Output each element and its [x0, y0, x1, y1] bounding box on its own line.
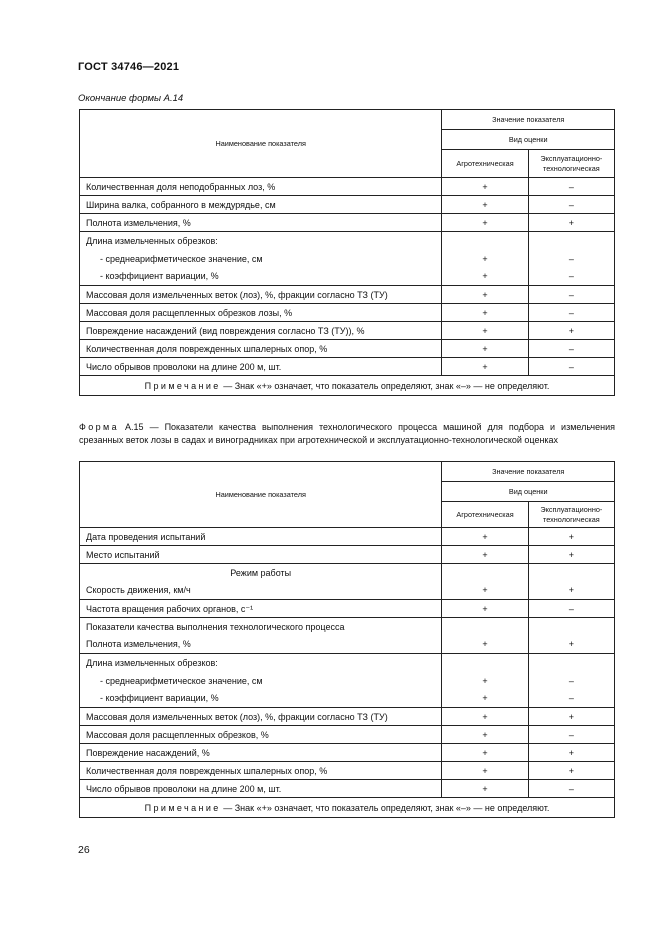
table-row — [80, 600, 615, 618]
row-agro: + — [442, 762, 528, 780]
row-name: Число обрывов проволоки на длине 200 м, шт. — [80, 780, 442, 798]
doc-header: ГОСТ 34746—2021 — [78, 61, 180, 73]
header-eval-type: Вид оценки — [442, 482, 615, 502]
row-agro: + — [442, 214, 528, 232]
row-agro: + — [442, 582, 528, 600]
row-exploit: – — [528, 304, 614, 322]
table-row — [80, 744, 615, 762]
page-number: 26 — [78, 844, 90, 856]
row-name: Массовая доля расщепленных обрезков лозы, % — [80, 304, 442, 322]
row-exploit: – — [528, 178, 614, 196]
row-exploit — [528, 654, 614, 672]
row-agro: + — [442, 250, 528, 268]
row-name: - среднеарифметическое значение, см — [80, 250, 442, 268]
row-exploit: – — [528, 690, 614, 708]
row-exploit: + — [528, 546, 614, 564]
row-agro: + — [442, 636, 528, 654]
table-row — [80, 690, 615, 708]
row-agro: + — [442, 726, 528, 744]
row-agro: + — [442, 322, 528, 340]
row-agro: + — [442, 286, 528, 304]
row-name: - коэффициент вариации, % — [80, 268, 442, 286]
table-row — [80, 232, 615, 250]
row-exploit: + — [528, 708, 614, 726]
row-name: Ширина валка, собранного в междурядье, см — [80, 196, 442, 214]
row-agro: + — [442, 304, 528, 322]
table-row — [80, 654, 615, 672]
table-row — [80, 358, 615, 376]
table2-note-row — [80, 798, 615, 818]
table-row — [80, 636, 615, 654]
header-exploit: Эксплуатационно- технологическая — [528, 150, 614, 178]
table-row — [80, 780, 615, 798]
row-exploit: – — [528, 250, 614, 268]
row-exploit — [528, 564, 614, 582]
table-row — [80, 672, 615, 690]
row-name: Количественная доля неподобранных лоз, % — [80, 178, 442, 196]
row-name: Массовая доля измельченных веток (лоз), %, фракции согласно ТЗ (ТУ) — [80, 708, 442, 726]
row-name: Частота вращения рабочих органов, с⁻¹ — [80, 600, 442, 618]
row-name: Длина измельченных обрезков: — [80, 654, 442, 672]
header-eval-type: Вид оценки — [442, 130, 615, 150]
row-exploit: – — [528, 340, 614, 358]
header-agro: Агротехническая — [442, 502, 528, 528]
row-name: Длина измельченных обрезков: — [80, 232, 442, 250]
header-agro: Агротехническая — [442, 150, 528, 178]
row-exploit: – — [528, 780, 614, 798]
row-name: Массовая доля измельченных веток (лоз), %, фракции согласно ТЗ (ТУ) — [80, 286, 442, 304]
row-agro: + — [442, 600, 528, 618]
row-exploit: – — [528, 196, 614, 214]
table1-note — [80, 376, 615, 396]
header-value: Значение показателя — [442, 462, 615, 482]
row-name: Полнота измельчения, % — [80, 214, 442, 232]
table-form-a15 — [79, 461, 615, 818]
row-name: Дата проведения испытаний — [80, 528, 442, 546]
row-exploit — [528, 618, 614, 636]
table-row — [80, 708, 615, 726]
form-text: А.15 — Показатели качества выполнения технологического процесса машиной для подбора и измельчения срезанных веток лозы в садах и виноградниках при агротехнической и эксплуатационно-технологической оценках — [79, 422, 615, 445]
row-name: Полнота измельчения, % — [80, 636, 442, 654]
row-agro: + — [442, 780, 528, 798]
form-label: Форма — [79, 422, 120, 432]
row-name: Повреждение насаждений (вид повреждения согласно ТЗ (ТУ)), % — [80, 322, 442, 340]
table-form-a14 — [79, 109, 615, 396]
row-agro — [442, 654, 528, 672]
table1-body — [80, 178, 615, 396]
row-name: Место испытаний — [80, 546, 442, 564]
table-row — [80, 564, 615, 582]
table-row — [80, 250, 615, 268]
table2-note — [80, 798, 615, 818]
header-name: Наименование показателя — [80, 110, 442, 178]
row-agro — [442, 232, 528, 250]
row-exploit: + — [528, 528, 614, 546]
row-agro: + — [442, 178, 528, 196]
table1-caption: Окончание формы А.14 — [78, 93, 184, 104]
row-exploit: – — [528, 672, 614, 690]
row-agro: + — [442, 340, 528, 358]
table-row — [80, 286, 615, 304]
header-exploit: Эксплуатационно- технологическая — [528, 502, 614, 528]
row-exploit: – — [528, 286, 614, 304]
row-agro: + — [442, 358, 528, 376]
row-name: - среднеарифметическое значение, см — [80, 672, 442, 690]
row-exploit: + — [528, 636, 614, 654]
process-title: Показатели качества выполнения технологического процесса — [80, 618, 442, 636]
table-row — [80, 546, 615, 564]
row-name: Количественная доля поврежденных шпалерных опор, % — [80, 762, 442, 780]
table-row — [80, 582, 615, 600]
row-agro: + — [442, 708, 528, 726]
row-agro: + — [442, 672, 528, 690]
row-agro: + — [442, 196, 528, 214]
row-exploit: – — [528, 268, 614, 286]
row-exploit: + — [528, 744, 614, 762]
form-a15-caption — [79, 421, 615, 446]
table-row — [80, 268, 615, 286]
header-name: Наименование показателя — [80, 462, 442, 528]
row-agro: + — [442, 546, 528, 564]
row-agro — [442, 618, 528, 636]
table-row — [80, 340, 615, 358]
table-row — [80, 322, 615, 340]
table-row — [80, 762, 615, 780]
row-name: Повреждение насаждений, % — [80, 744, 442, 762]
header-value: Значение показателя — [442, 110, 615, 130]
mode-title: Режим работы — [80, 564, 442, 582]
row-exploit — [528, 232, 614, 250]
row-agro: + — [442, 744, 528, 762]
note-text: — Знак «+» означает, что показатель определяют, знак «–» — не определяют. — [220, 380, 550, 391]
row-exploit: + — [528, 762, 614, 780]
row-name: Массовая доля расщепленных обрезков, % — [80, 726, 442, 744]
row-exploit: + — [528, 582, 614, 600]
table-row — [80, 726, 615, 744]
table-row — [80, 304, 615, 322]
table1-note-row — [80, 376, 615, 396]
table-row — [80, 618, 615, 636]
row-agro: + — [442, 690, 528, 708]
row-agro: + — [442, 268, 528, 286]
table-row — [80, 196, 615, 214]
row-name: - коэффициент вариации, % — [80, 690, 442, 708]
row-exploit: – — [528, 358, 614, 376]
row-agro — [442, 564, 528, 582]
table2-body — [80, 528, 615, 818]
table-row — [80, 214, 615, 232]
row-agro: + — [442, 528, 528, 546]
row-exploit: – — [528, 726, 614, 744]
note-label: Примечание — [144, 380, 221, 391]
row-name: Количественная доля поврежденных шпалерных опор, % — [80, 340, 442, 358]
row-exploit: + — [528, 214, 614, 232]
table-row — [80, 528, 615, 546]
note-text: — Знак «+» означает, что показатель определяют, знак «–» — не определяют. — [220, 802, 550, 813]
row-exploit: – — [528, 600, 614, 618]
row-exploit: + — [528, 322, 614, 340]
row-name: Число обрывов проволоки на длине 200 м, шт. — [80, 358, 442, 376]
table-row — [80, 178, 615, 196]
row-name: Скорость движения, км/ч — [80, 582, 442, 600]
note-label: Примечание — [144, 802, 221, 813]
